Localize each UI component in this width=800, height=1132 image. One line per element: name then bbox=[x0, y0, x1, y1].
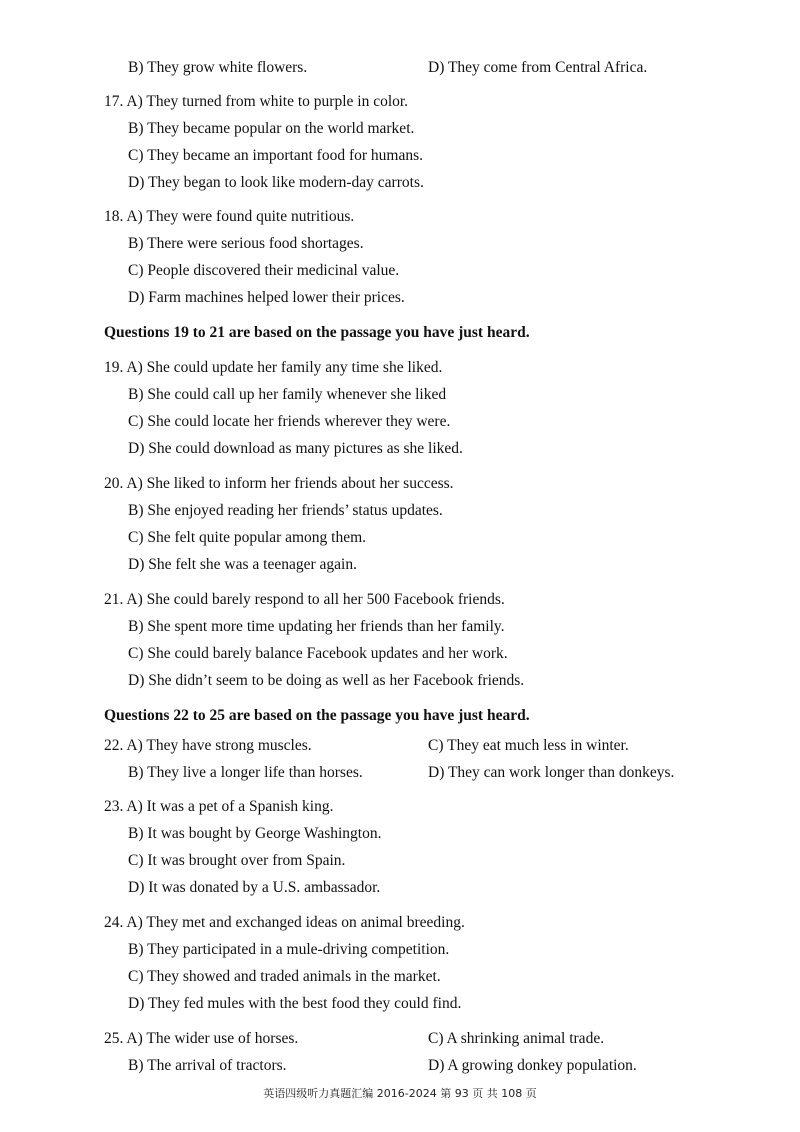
q17-option-c: C) They became an important food for humans. bbox=[128, 147, 423, 164]
q25-option-a: 25. A) The wider use of horses. bbox=[104, 1030, 299, 1047]
q18-option-b: B) There were serious food shortages. bbox=[128, 235, 364, 252]
q21-option-a: 21. A) She could barely respond to all her 500 Facebook friends. bbox=[104, 591, 505, 608]
q17-option-a: 17. A) They turned from white to purple in color. bbox=[104, 93, 409, 110]
section-heading-22-25: Questions 22 to 25 are based on the passage you have just heard. bbox=[104, 707, 530, 724]
q17-option-b: B) They became popular on the world market. bbox=[128, 120, 415, 137]
q19-option-c: C) She could locate her friends wherever they were. bbox=[128, 413, 451, 430]
q20-option-a: 20. A) She liked to inform her friends about her success. bbox=[104, 475, 454, 492]
q25-option-b: B) The arrival of tractors. bbox=[128, 1057, 287, 1074]
q17-option-d: D) They began to look like modern-day carrots. bbox=[128, 174, 424, 191]
q18-option-c: C) People discovered their medicinal value. bbox=[128, 262, 400, 279]
q24-option-a: 24. A) They met and exchanged ideas on animal breeding. bbox=[104, 914, 465, 931]
q18-option-d: D) Farm machines helped lower their prices. bbox=[128, 289, 405, 306]
q20-option-c: C) She felt quite popular among them. bbox=[128, 529, 367, 546]
q22-option-d: D) They can work longer than donkeys. bbox=[428, 764, 675, 781]
q24-option-d: D) They fed mules with the best food they could find. bbox=[128, 995, 462, 1012]
q23-option-a: 23. A) It was a pet of a Spanish king. bbox=[104, 798, 334, 815]
q19-option-a: 19. A) She could update her family any time she liked. bbox=[104, 359, 443, 376]
section-heading-19-21: Questions 19 to 21 are based on the passage you have just heard. bbox=[104, 324, 530, 341]
q24-option-b: B) They participated in a mule-driving competition. bbox=[128, 941, 450, 958]
q16-option-d: D) They come from Central Africa. bbox=[428, 59, 648, 76]
q23-option-d: D) It was donated by a U.S. ambassador. bbox=[128, 879, 381, 896]
q19-option-b: B) She could call up her family whenever she liked bbox=[128, 386, 447, 403]
q22-option-a: 22. A) They have strong muscles. bbox=[104, 737, 312, 754]
q22-option-b: B) They live a longer life than horses. bbox=[128, 764, 363, 781]
q16-option-b: B) They grow white flowers. bbox=[128, 59, 308, 76]
q23-option-b: B) It was bought by George Washington. bbox=[128, 825, 382, 842]
page-footer: 英语四级听力真题汇编 2016-2024 第 93 页 共 108 页 bbox=[263, 1087, 537, 1100]
q25-option-d: D) A growing donkey population. bbox=[428, 1057, 637, 1074]
q19-option-d: D) She could download as many pictures as she liked. bbox=[128, 440, 463, 457]
q20-option-d: D) She felt she was a teenager again. bbox=[128, 556, 357, 573]
q24-option-c: C) They showed and traded animals in the market. bbox=[128, 968, 441, 985]
q25-option-c: C) A shrinking animal trade. bbox=[428, 1030, 605, 1047]
q22-option-c: C) They eat much less in winter. bbox=[428, 737, 629, 754]
q21-option-c: C) She could barely balance Facebook updates and her work. bbox=[128, 645, 508, 662]
q18-option-a: 18. A) They were found quite nutritious. bbox=[104, 208, 355, 225]
q21-option-b: B) She spent more time updating her friends than her family. bbox=[128, 618, 505, 635]
q20-option-b: B) She enjoyed reading her friends’ status updates. bbox=[128, 502, 443, 519]
q21-option-d: D) She didn’t seem to be doing as well as her Facebook friends. bbox=[128, 672, 525, 689]
q23-option-c: C) It was brought over from Spain. bbox=[128, 852, 346, 869]
